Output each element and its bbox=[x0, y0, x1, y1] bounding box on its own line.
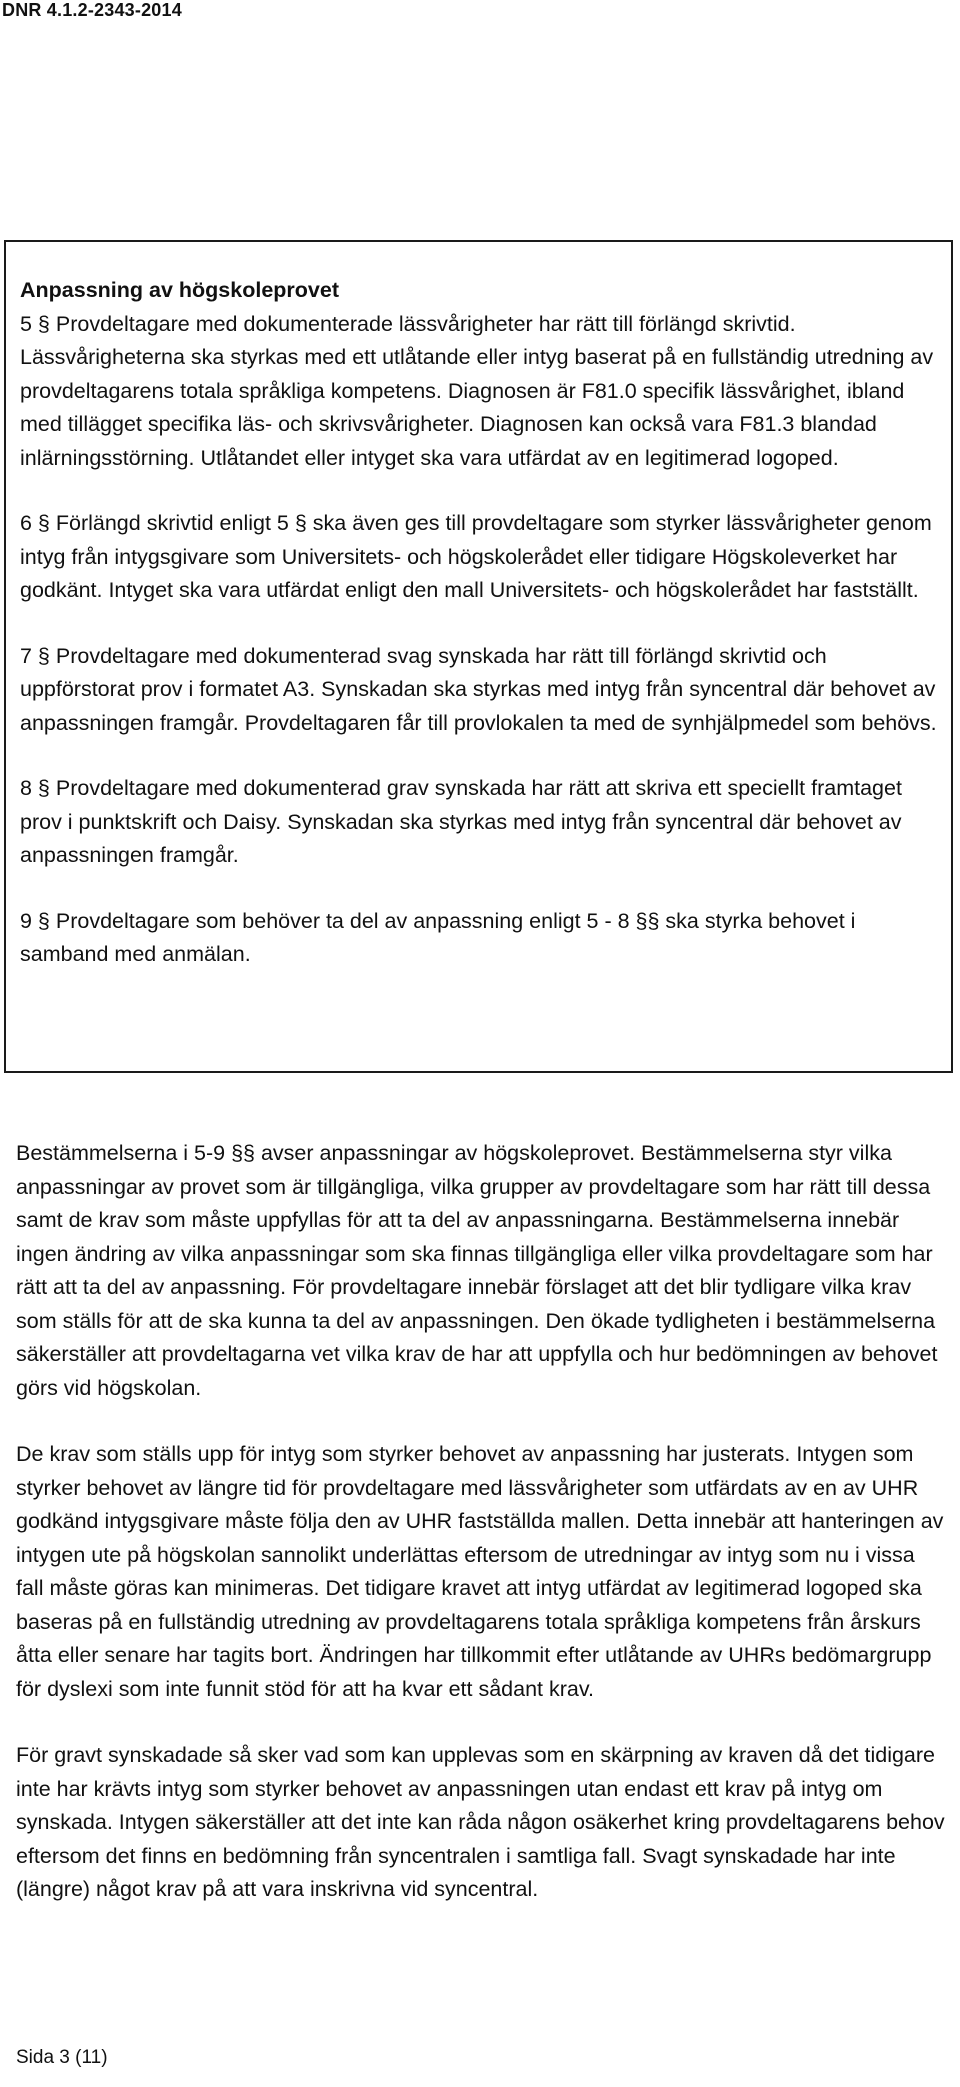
section-heading: Anpassning av högskoleprovet bbox=[20, 278, 339, 302]
commentary-paragraph: De krav som ställs upp för intyg som styrker behovet av anpassning har justerats. Intygen som styrker behovet av längre tid för provdeltagare med lässvårigheter som utfärdats av en av UHR godkänd intygsgivare måste följa den av UHR fastställda mallen. Detta innebär att hanteringen av intygen ute på högskolan sannolikt underlättas eftersom de utredningar av intyg som nu i vissa fall måste göras kan minimeras. Det tidigare kravet att intyg utfärdat av legitimerad logoped ska baseras på en fullständig utredning av provdeltagarens totala språkliga kompetens från årskurs åtta eller senare har tagits bort. Ändringen har tillkommit efter utlåtande av UHRs bedömargrupp för dyslexi som inte funnit stöd för att ha kvar ett sådant krav. bbox=[16, 1442, 944, 1701]
paragraph-9: 9 § Provdeltagare som behöver ta del av anpassning enligt 5 - 8 §§ ska styrka behovet i samband med anmälan. bbox=[20, 908, 856, 966]
regulation-box-content bbox=[20, 274, 940, 972]
paragraph-6: 6 § Förlängd skrivtid enligt 5 § ska även ges till provdeltagare som styrker lässvårigheter genom intyg från intygsgivare som Universitets- och högskolerådet eller tidigare Högskoleverket har godkänt. Intyget ska vara utfärdat enligt den mall Universitets- och högskolerådet har fastställt. bbox=[20, 511, 932, 602]
commentary-text bbox=[16, 1137, 946, 1907]
commentary-paragraph: Bestämmelserna i 5-9 §§ avser anpassningar av högskoleprovet. Bestämmelserna styr vilka anpassningar av provet som är tillgängliga, vilka grupper av provdeltagare som har rätt till dessa samt de krav som måste uppfyllas för att ta del av anpassningarna. Bestämmelserna innebär ingen ändring av vilka anpassningar som ska finnas tillgängliga eller vilka provdeltagare som har rätt att ta del av anpassning. För provdeltagare innebär förslaget att det blir tydligare vilka krav som ställs för att de ska kunna ta del av anpassningen. Den ökade tydligheten i bestämmelserna säkerställer att provdeltagarna vet vilka krav de har att uppfylla och hur bedömningen av behovet görs vid högskolan. bbox=[16, 1141, 938, 1400]
page-number: Sida 3 (11) bbox=[16, 2047, 108, 2068]
paragraph-5: 5 § Provdeltagare med dokumenterade lässvårigheter har rätt till förlängd skrivtid. Lässvårigheterna ska styrkas med ett utlåtande eller intyg baserat på en fullständig utredning av provdeltagarens totala språkliga kompetens. Diagnosen är F81.0 specifik lässvårighet, ibland med tillägget specifika läs- och skrivsvårigheter. Diagnosen kan också vara F81.3 blandad inlärningsstörning. Utlåtandet eller intyget ska vara utfärdat av en legitimerad logoped. bbox=[20, 311, 934, 470]
commentary-paragraph: För gravt synskadade så sker vad som kan upplevas som en skärpning av kraven då det tidigare inte har krävts intyg som styrker behovet av anpassningen utan endast ett krav på intyg om synskada. Intygen säkerställer att det inte kan råda någon osäkerhet kring provdeltagarens behov eftersom det finns en bedömning från syncentralen i samtliga fall. Svagt synskadade har inte (längre) något krav på att vara inskrivna vid syncentral. bbox=[16, 1743, 945, 1901]
document-reference: DNR 4.1.2-2343-2014 bbox=[2, 0, 182, 20]
paragraph-7: 7 § Provdeltagare med dokumenterad svag synskada har rätt till förlängd skrivtid och uppförstorat prov i formatet A3. Synskadan ska styrkas med intyg från syncentral där behovet av anpassningen framgår. Provdeltagaren får till provlokalen ta med de synhjälpmedel som behövs. bbox=[20, 643, 937, 735]
regulation-box bbox=[4, 240, 953, 1073]
paragraph-8: 8 § Provdeltagare med dokumenterad grav synskada har rätt att skriva ett speciellt framtaget prov i punktskrift och Daisy. Synskadan ska styrkas med intyg från syncentral där behovet av anpassningen framgår. bbox=[20, 776, 902, 867]
